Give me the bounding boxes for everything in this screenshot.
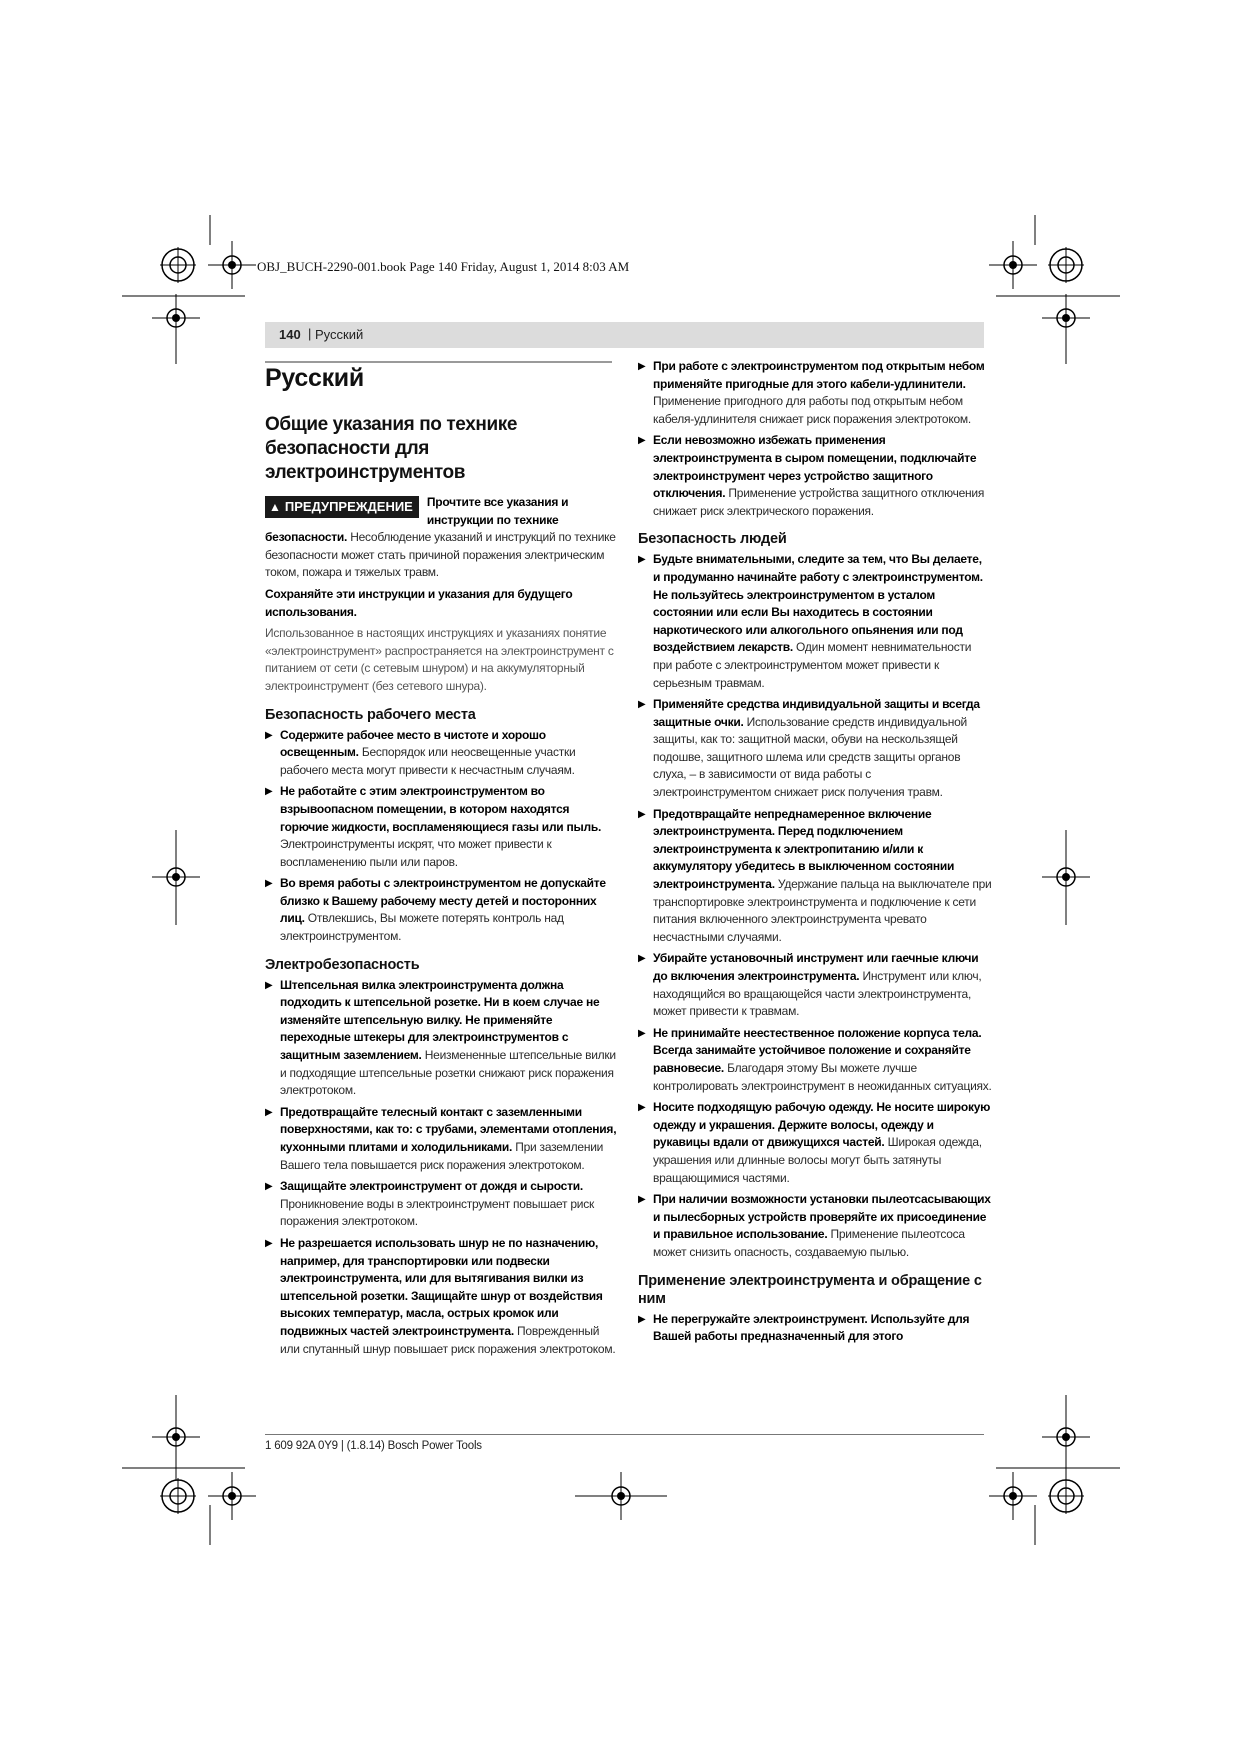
page-number: 140 <box>279 327 301 342</box>
list-item <box>265 783 617 871</box>
item-text: Применение устройства защитного отключения снижает риск электрического поражения. <box>653 486 985 518</box>
list-item <box>638 696 992 802</box>
bullet-arrow-icon: ▶ <box>265 1237 273 1249</box>
list-item <box>265 1235 617 1358</box>
bullet-arrow-icon: ▶ <box>265 878 273 890</box>
bullet-arrow-icon: ▶ <box>638 808 646 820</box>
item-text: Удержание пальца на выключателе при транспортировке электроинструмента и подключение к сети питания включенного электроинструмента чревато несчастными случаями. <box>653 877 992 944</box>
bullet-arrow-icon: ▶ <box>265 979 273 991</box>
list-item <box>638 551 992 692</box>
bullet-arrow-icon: ▶ <box>265 1181 273 1193</box>
item-bold: Будьте внимательными, следите за тем, что Вы делаете, и продуманно начинайте работу с электроинструментом. Не пользуйтесь электроинструментом в усталом состоянии или если Вы находитесь в состоянии наркотического или алкогольного опьянения или под воздействием лекарств. <box>653 552 983 655</box>
item-text: При заземлении Вашего тела повышается риск поражения электротоком. <box>280 1140 604 1172</box>
item-text: Инструмент или ключ, находящийся во вращающейся части электроинструмента, может привести к травмам. <box>653 969 982 1019</box>
item-bold: Содержите рабочее место в чистоте и хорошо освещенным. <box>280 727 546 760</box>
list-electrical <box>265 977 617 1358</box>
file-info-line: OBJ_BUCH-2290-001.book Page 140 Friday, August 1, 2014 8:03 AM <box>257 259 630 274</box>
main-heading: Общие указания по технике безопасности для электроинструментов <box>265 414 518 483</box>
warning-text: Несоблюдение указаний и инструкций по технике безопасности может стать причиной поражения электрическим током, пожара и тяжелых травм. <box>265 530 616 580</box>
list-item <box>265 1178 617 1231</box>
list-item <box>265 1104 617 1174</box>
bullet-arrow-icon: ▶ <box>638 554 646 566</box>
page-title: Русский <box>265 364 364 392</box>
bullet-arrow-icon: ▶ <box>638 435 646 447</box>
list-item <box>638 358 992 428</box>
bullet-arrow-icon: ▶ <box>265 729 273 741</box>
intro-text: Использованное в настоящих инструкциях и указаниях понятие «электроинструмент» распространяется на электроинструмент с питанием от сети (с сетевым шнуром) и на аккумуляторный электроинструмент (без сетевого шнура). <box>265 626 614 693</box>
item-text: Благодаря этому Вы можете лучше контролировать электроинструмент в неожиданных ситуациях. <box>653 1060 992 1093</box>
registration-mark-icon <box>160 1478 196 1514</box>
list-item <box>265 875 617 945</box>
item-bold: Не работайте с этим электроинструментом во взрывоопасном помещении, в котором находятся горючие жидкости, воспламеняющиеся газы или пыль. <box>280 784 602 834</box>
bullet-arrow-icon: ▶ <box>638 1313 646 1325</box>
list-item <box>265 727 617 780</box>
item-bold: Штепсельная вилка электроинструмента должна подходить к штепсельной розетке. Ни в коем случае не изменяйте штепсельную вилку. Не применяйте переходные штекеры для электроинструментов с защитным заземлением. <box>280 977 600 1063</box>
registration-mark-icon <box>160 247 196 283</box>
item-text: Применение пригодного для работы под открытым небом кабеля-удлинителя снижает риск поражения электротоком. <box>653 394 971 426</box>
header-language: Русский <box>315 327 364 342</box>
section-heading-tool-use: Применение электроинструмента и обращение с ним <box>638 1272 982 1307</box>
page-header <box>265 322 984 348</box>
header-separator: | <box>308 326 312 341</box>
item-text: Проникновение воды в электроинструмент повышает риск поражения электротоком. <box>280 1196 595 1229</box>
section-heading-workplace: Безопасность рабочего места <box>265 706 476 723</box>
list-item <box>265 977 617 1100</box>
item-bold: Не разрешается использовать шнур не по назначению, например, для транспортировки или подвески электроинструмента, или для вытягивания вилки из штепсельной розетки. Защищайте шнур от воздействия высоких температур, масла, острых кромок или подвижных частей электроинструмента. <box>280 1235 603 1338</box>
bullet-arrow-icon: ▶ <box>638 361 646 372</box>
section-heading-personal: Безопасность людей <box>638 531 787 548</box>
warning-bold: Прочтите все указания и инструкции по технике безопасности. <box>265 495 569 545</box>
registration-mark-icon <box>1048 247 1084 283</box>
list-item <box>638 1191 992 1261</box>
item-text: Применение пылеотсоса может снизить опасность, создаваемую пылью. <box>653 1227 965 1259</box>
warning-triangle-icon: ▲ <box>269 500 281 514</box>
item-bold: Не перегружайте электроинструмент. Используйте для Вашей работы предназначенный для этого <box>653 1311 970 1344</box>
list-workplace <box>265 727 617 946</box>
section-heading-electrical: Электробезопасность <box>265 956 420 973</box>
item-text: Беспорядок или неосвещенные участки рабочего места могут привести к несчастным случаям. <box>280 745 576 777</box>
list-item <box>638 1025 992 1095</box>
warning-block <box>265 494 617 582</box>
item-text: Поврежденный или спутанный шнур повышает риск поражения электротоком. <box>280 1323 616 1356</box>
item-bold: Убирайте установочный инструмент или гаечные ключи до включения электроинструмента. <box>653 951 979 983</box>
item-text: Отвлекшись, Вы можете потерять контроль над электроинструментом. <box>280 911 564 944</box>
bullet-arrow-icon: ▶ <box>638 953 646 965</box>
item-text: Один момент невнимательности при работе с электроинструментом может привести к серьезным травмам. <box>653 640 972 690</box>
footer-rule <box>265 1434 984 1435</box>
item-text: Электроинструменты искрят, что может привести к воспламенению пыли или паров. <box>280 837 552 869</box>
bullet-arrow-icon: ▶ <box>638 1194 646 1206</box>
list-item <box>638 950 992 1020</box>
item-bold: Защищайте электроинструмент от дождя и сырости. <box>280 1179 583 1194</box>
warning-badge <box>265 496 419 518</box>
bullet-arrow-icon: ▶ <box>638 1027 646 1039</box>
item-bold: Не принимайте неестественное положение корпуса тела. Всегда занимайте устойчивое положение и сохраняйте равновесие. <box>653 1025 982 1075</box>
list-item <box>638 432 992 520</box>
list-tool-use <box>638 1311 992 1346</box>
item-text: Использование средств индивидуальной защиты, как то: защитной маски, обуви на нескользящей подошве, защитного шлема или средств защиты органов слуха, – в зависимости от вида работы с электроинструментом снижает риск получения травм. <box>653 714 967 800</box>
bullet-arrow-icon: ▶ <box>638 1102 646 1114</box>
keep-instructions: Сохраняйте эти инструкции и указания для будущего использования. <box>265 586 573 619</box>
item-bold: Во время работы с электроинструментом не допускайте близко к Вашему рабочему месту детей и посторонних лиц. <box>280 876 606 926</box>
list-personal <box>638 551 992 1261</box>
left-column <box>265 358 617 1362</box>
footer-text: 1 609 92A 0Y9 | (1.8.14) Bosch Power Tools <box>265 1440 482 1452</box>
item-bold: Применяйте средства индивидуальной защиты и всегда защитные очки. <box>653 697 980 729</box>
item-bold: При наличии возможности установки пылеотсасывающих и пылесборных устройств проверяйте их присоединение и правильное использование. <box>653 1192 991 1242</box>
list-item <box>638 1099 992 1187</box>
registration-mark-icon <box>1048 1478 1084 1514</box>
bullet-arrow-icon: ▶ <box>265 1106 273 1118</box>
item-bold: Предотвращайте телесный контакт с заземленными поверхностями, как то: с трубами, элементами отопления, кухонными плитами и холодильниками. <box>280 1104 617 1154</box>
item-bold: Предотвращайте непреднамеренное включение электроинструмента. Перед подключением электроинструмента к электропитанию и/или к аккумулятору убедитесь в выключенном состоянии электроинструмента. <box>653 806 955 892</box>
item-text: Широкая одежда, украшения или длинные волосы могут быть затянуты вращающимися частями. <box>653 1135 982 1185</box>
list-item <box>638 1311 992 1346</box>
bullet-arrow-icon: ▶ <box>265 786 273 798</box>
item-text: Неизмененные штепсельные вилки и подходящие штепсельные розетки снижают риск поражения электротоком. <box>280 1048 616 1098</box>
list-outdoor <box>638 358 992 520</box>
item-bold: При работе с электроинструментом под открытым небом применяйте пригодные для этого кабели-удлинители. <box>653 359 985 391</box>
warning-label: ПРЕДУПРЕЖДЕНИЕ <box>284 499 413 514</box>
list-item <box>638 806 992 947</box>
item-bold: Носите подходящую рабочую одежду. Не носите широкую одежду и украшения. Держите волосы, одежду и рукавицы вдали от движущихся частей. <box>653 1100 991 1150</box>
bullet-arrow-icon: ▶ <box>638 699 646 711</box>
item-bold: Если невозможно избежать применения электроинструмента в сыром помещении, подключайте электроинструмент через устройство защитного отключения. <box>653 433 977 501</box>
right-column <box>638 358 992 1350</box>
